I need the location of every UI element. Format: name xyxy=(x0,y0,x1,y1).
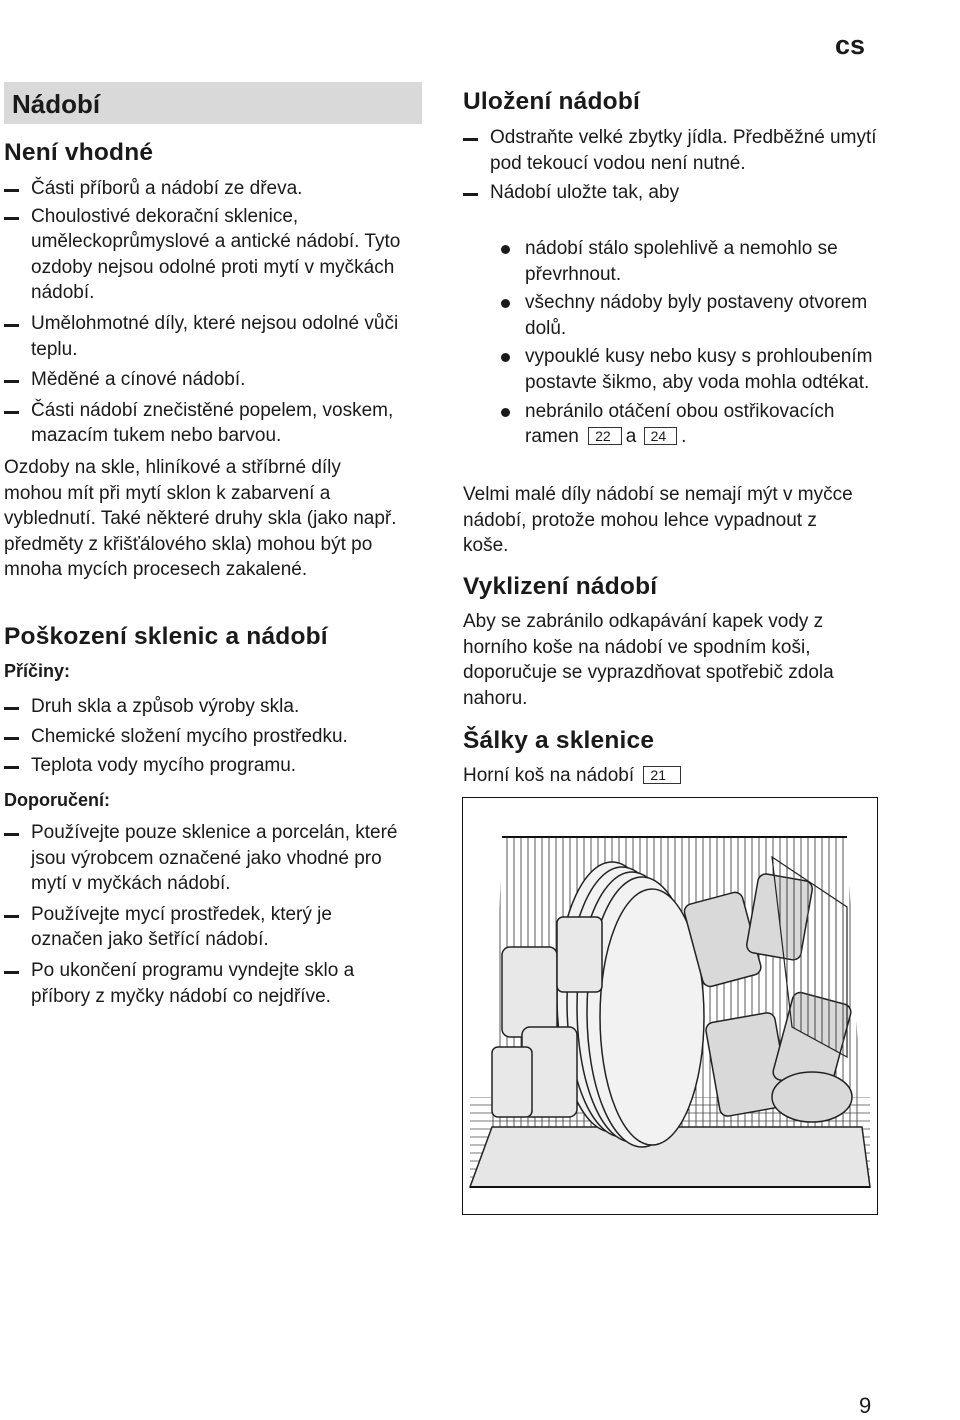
upper-basket-illustration xyxy=(462,797,878,1215)
list-item: Choulostivé dekorační sklenice, uměleckoprůmyslové a antické nádobí. Tyto ozdoby nejsou odolné proti mytí v myčkách nádobí. xyxy=(4,204,414,306)
not-suitable-list xyxy=(4,176,414,449)
conjunction: a xyxy=(625,426,637,448)
ref-box: 24 xyxy=(644,427,678,445)
storing-bullets xyxy=(463,236,893,450)
damage-heading: Poškození sklenic a nádobí xyxy=(4,623,328,650)
list-item: Teplota vody mycího programu. xyxy=(4,753,414,779)
page-number: 9 xyxy=(859,1393,872,1418)
unloading-heading: Vyklizení nádobí xyxy=(463,573,658,600)
cups-heading: Šálky a sklenice xyxy=(463,727,655,754)
cups-caption xyxy=(463,763,685,789)
list-item: Druh skla a způsob výroby skla. xyxy=(4,694,414,720)
list-item: Části příborů a nádobí ze dřeva. xyxy=(4,176,414,202)
list-item: Odstraňte velké zbytky jídla. Předběžné umytí pod tekoucí vodou není nutné. xyxy=(463,125,883,176)
list-item: Měděné a cínové nádobí. xyxy=(4,367,414,393)
not-suitable-heading: Není vhodné xyxy=(4,139,154,166)
bullet-item: nádobí stálo spolehlivě a nemohlo se převrhnout. xyxy=(463,236,893,287)
storing-list xyxy=(463,125,883,206)
period: . xyxy=(681,426,687,448)
recommendation-heading: Doporučení: xyxy=(4,790,110,810)
list-item: Po ukončení programu vyndejte sklo a příbory z myčky nádobí co nejdříve. xyxy=(4,958,404,1009)
not-suitable-note: Ozdoby na skle, hliníkové a stříbrné díly mohou mít při mytí sklon k zabarvení a vyblednutí. Také některé druhy skla (jako např. předměty z křišťálového skla) mohou být po mnoha mycích procesech zakalené. xyxy=(4,457,397,581)
list-item: Používejte pouze sklenice a porcelán, které jsou výrobcem označené jako vhodné pro mytí v myčkách nádobí. xyxy=(4,820,404,897)
list-item: Nádobí uložte tak, aby xyxy=(463,180,883,206)
caption-text: Horní koš na nádobí xyxy=(463,765,635,786)
section-banner-title: Nádobí xyxy=(12,89,101,119)
bullet-text: nebránilo otáčení obou ostřikovacích ramen xyxy=(525,400,835,448)
language-label: cs xyxy=(835,30,866,60)
list-item: Umělohmotné díly, které nejsou odolné vůči teplu. xyxy=(4,311,414,362)
causes-list xyxy=(4,694,414,779)
bullet-item: vypouklé kusy nebo kusy s prohloubením postavte šikmo, aby voda mohla odtékat. xyxy=(463,344,893,395)
ref-box: 22 xyxy=(588,427,622,445)
list-item: Části nádobí znečistěné popelem, voskem, mazacím tukem nebo barvou. xyxy=(4,398,414,449)
storing-note: Velmi malé díly nádobí se nemají mýt v myčce nádobí, protože mohou lehce vypadnout z koše. xyxy=(463,484,853,557)
recommendation-list xyxy=(4,820,404,1009)
list-item: Používejte mycí prostředek, který je označen jako šetřící nádobí. xyxy=(4,902,404,953)
causes-heading: Příčiny: xyxy=(4,661,71,681)
ref-box: 21 xyxy=(643,766,681,784)
bullet-item: všechny nádoby byly postaveny otvorem dolů. xyxy=(463,290,893,341)
list-item: Chemické složení mycího prostředku. xyxy=(4,724,414,750)
bullet-item xyxy=(463,399,893,450)
unloading-text: Aby se zabránilo odkapávání kapek vody z horního koše na nádobí ve spodním koši, doporučuje se vyprazdňovat spotřebič zdola nahoru. xyxy=(463,611,834,709)
storing-heading: Uložení nádobí xyxy=(463,88,641,115)
